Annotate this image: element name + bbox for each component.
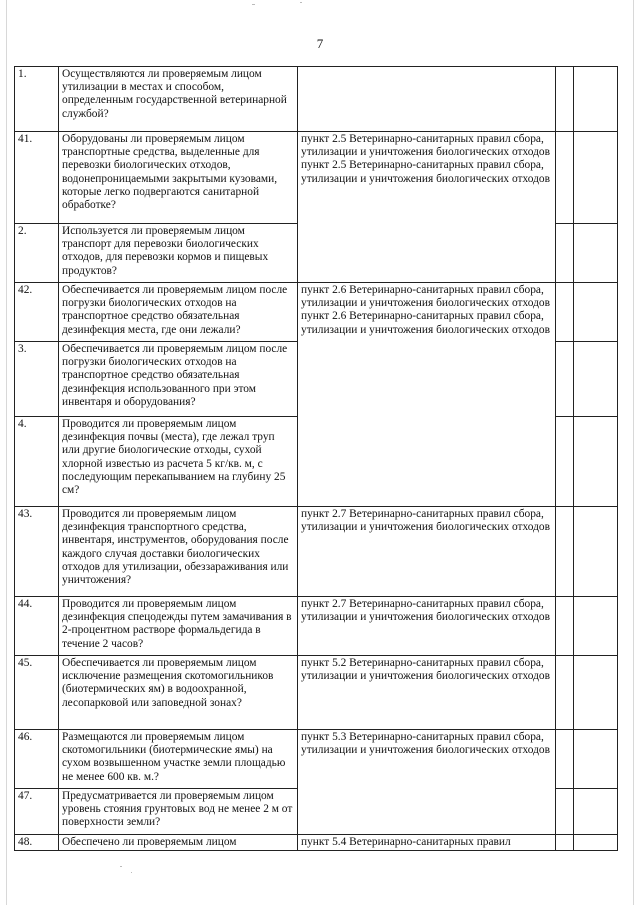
checklist-table [14, 66, 618, 851]
answer-cell [556, 597, 574, 656]
question-text: Проводится ли проверяемым лицом дезинфекция почвы (места), где лежал труп или другие биологические отходы, сухой хлорной известью из расчета 5 кг/кв. м, с последующим перекапыванием на глубину 25 см? [59, 417, 298, 507]
table-row [15, 597, 618, 656]
answer-cell [556, 67, 574, 132]
table-row [15, 730, 618, 789]
answer-cell [556, 283, 574, 342]
note-cell [574, 730, 618, 789]
reference-cell [298, 132, 556, 283]
row-number: 44. [15, 597, 59, 656]
page-edge-left [6, 0, 7, 905]
answer-cell [556, 789, 574, 835]
answer-cell [556, 417, 574, 507]
scan-speck [300, 2, 302, 3]
row-number: 2. [15, 224, 59, 283]
question-text: Обеспечено ли проверяемым лицом [59, 835, 298, 851]
page-number: 7 [316, 36, 324, 51]
note-cell [574, 283, 618, 342]
row-number: 41. [15, 132, 59, 224]
answer-cell [556, 507, 574, 597]
note-cell [574, 789, 618, 835]
answer-cell [556, 224, 574, 283]
row-number: 48. [15, 835, 59, 851]
question-text: Оборудованы ли проверяемым лицом транспортные средства, выделенные для перевозки биологических отходов, водонепроницаемыми закрытыми кузовами, которые легко подвергаются санитарной обработке? [59, 132, 298, 224]
row-number: 47. [15, 789, 59, 835]
answer-cell [556, 835, 574, 851]
row-number: 42. [15, 283, 59, 342]
question-text: Обеспечивается ли проверяемым лицом после погрузки биологических отходов на транспортное средство обязательная дезинфекция использованного при этом инвентаря и оборудования? [59, 342, 298, 417]
question-text: Предусматривается ли проверяемым лицом уровень стояния грунтовых вод не менее 2 м от поверхности земли? [59, 789, 298, 835]
reference-cell [298, 67, 556, 132]
row-number: 46. [15, 730, 59, 789]
reference-cell: пункт 2.7 Ветеринарно-санитарных правил сбора, утилизации и уничтожения биологических отходов [298, 507, 556, 597]
table-row [15, 132, 618, 224]
reference-cell: пункт 5.3 Ветеринарно-санитарных правил сбора, утилизации и уничтожения биологических отходов [298, 730, 556, 835]
answer-cell [556, 656, 574, 730]
reference-cell [298, 283, 556, 507]
scan-speck [120, 866, 122, 867]
scan-speck [131, 872, 132, 873]
question-text: Обеспечивается ли проверяемым лицом исключение размещения скотомогильников (биотермических ям) в водоохранной, лесопарковой или заповедной зонах? [59, 656, 298, 730]
row-number: 43. [15, 507, 59, 597]
note-cell [574, 417, 618, 507]
question-text: Проводится ли проверяемым лицом дезинфекция спецодежды путем замачивания в 2-процентном растворе формальдегида в течение 2 часов? [59, 597, 298, 656]
reference-text: пункт 2.5 Ветеринарно-санитарных правил сбора, утилизации и уничтожения биологических отходов [301, 159, 550, 185]
table-row [15, 656, 618, 730]
answer-cell [556, 730, 574, 789]
note-cell [574, 597, 618, 656]
scan-speck [252, 4, 255, 5]
table-row [15, 835, 618, 851]
note-cell [574, 835, 618, 851]
table-row [15, 283, 618, 342]
reference-cell: пункт 5.4 Ветеринарно-санитарных правил [298, 835, 556, 851]
reference-text: пункт 2.6 Ветеринарно-санитарных правил сбора, утилизации и уничтожения биологических отходов [301, 284, 550, 310]
reference-cell: пункт 2.7 Ветеринарно-санитарных правил сбора, утилизации и уничтожения биологических отходов [298, 597, 556, 656]
reference-text: пункт 2.5 Ветеринарно-санитарных правил сбора, утилизации и уничтожения биологических отходов [301, 133, 550, 159]
note-cell [574, 132, 618, 224]
page-edge-right [633, 0, 634, 905]
question-text: Осуществляются ли проверяемым лицом утилизации в местах и способом, определенным государственной ветеринарной службой? [59, 67, 298, 132]
note-cell [574, 224, 618, 283]
row-number: 45. [15, 656, 59, 730]
answer-cell [556, 132, 574, 224]
question-text: Размещаются ли проверяемым лицом скотомогильники (биотермические ямы) на сухом возвышенном участке земли площадью не менее 600 кв. м.? [59, 730, 298, 789]
answer-cell [556, 342, 574, 417]
table-row [15, 507, 618, 597]
question-text: Используется ли проверяемым лицом транспорт для перевозки биологических отходов, для перевозки кормов и пищевых продуктов? [59, 224, 298, 283]
row-number: 4. [15, 417, 59, 507]
row-number: 3. [15, 342, 59, 417]
reference-cell: пункт 5.2 Ветеринарно-санитарных правил сбора, утилизации и уничтожения биологических отходов [298, 656, 556, 730]
question-text: Проводится ли проверяемым лицом дезинфекция транспортного средства, инвентаря, инструментов, оборудования после каждого случая доставки биологических отходов для утилизации, обеззараживания или уничтожения? [59, 507, 298, 597]
reference-text: пункт 2.6 Ветеринарно-санитарных правил сбора, утилизации и уничтожения биологических отходов [301, 310, 550, 336]
note-cell [574, 507, 618, 597]
question-text: Обеспечивается ли проверяемым лицом после погрузки биологических отходов на транспортное средство обязательная дезинфекция места, где они лежали? [59, 283, 298, 342]
note-cell [574, 656, 618, 730]
table-row [15, 67, 618, 132]
note-cell [574, 67, 618, 132]
row-number: 1. [15, 67, 59, 132]
note-cell [574, 342, 618, 417]
